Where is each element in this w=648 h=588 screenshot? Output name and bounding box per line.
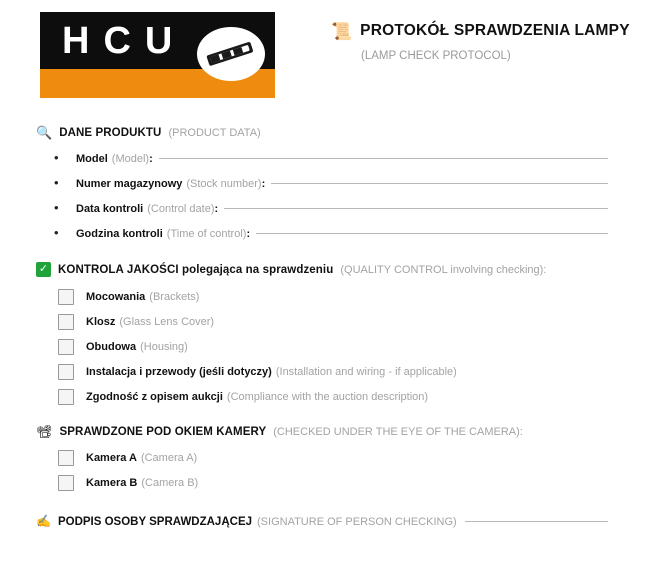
check-row-installation-wiring [58,364,608,380]
hcu-logo [40,12,275,98]
check-row-camera-a [58,450,608,466]
lamp-badge-icon [195,24,267,84]
signature-row [36,515,608,528]
checkbox-auction-compliance[interactable] [58,389,74,405]
check-label-glass-lens-cover-en: (Glass Lens Cover) [119,316,215,328]
title-block [275,12,630,62]
section-product-data-header [36,126,608,139]
section-quality-control [36,262,608,405]
checkbox-brackets[interactable] [58,289,74,305]
check-label-camera-a: Kamera A [86,452,137,464]
signature-input[interactable] [465,520,608,522]
field-input-model[interactable] [159,157,608,159]
product-data-field-list [36,151,608,240]
checkbox-housing[interactable] [58,339,74,355]
field-label-control-time: Godzina kontroli [76,228,163,240]
field-label-stock-number: Numer magazynowy [76,178,183,190]
scroll-document-icon: 📜 [331,21,353,41]
field-colon: : [149,153,153,165]
field-row-control-date [54,201,608,215]
section-quality-control-header [36,262,608,277]
check-label-camera-a-en: (Camera A) [140,452,198,464]
check-label-glass-lens-cover: Klosz [86,316,116,328]
check-row-camera-b [58,475,608,491]
check-label-camera-b-en: (Camera B) [141,477,199,489]
checkbox-glass-lens-cover[interactable] [58,314,74,330]
signature-label-en: (SIGNATURE OF PERSON CHECKING) [257,516,457,528]
field-colon: : [214,203,219,215]
check-row-glass-lens-cover [58,314,608,330]
page-subtitle: (LAMP CHECK PROTOCOL) [361,50,511,62]
signature-pen-icon: ✍ [36,514,51,528]
field-label-control-date: Data kontroli [76,203,144,215]
logo-text: HCU [62,20,187,62]
checkbox-camera-b[interactable] [58,475,74,491]
field-row-stock-number [54,176,608,190]
camera-icon: 📽 [36,424,53,439]
checkbox-camera-a[interactable] [58,450,74,466]
field-colon: : [261,178,266,190]
section-product-data-title-en: (PRODUCT DATA) [168,126,261,139]
check-label-housing-en: (Housing) [140,341,188,353]
check-label-auction-compliance-en: (Compliance with the auction description) [226,391,429,403]
section-product-data-title: DANE PRODUKTU [59,126,162,139]
bullet-icon: • [54,175,59,190]
title-line [331,22,630,40]
section-signature [36,515,608,528]
quality-control-check-list [36,289,608,405]
section-quality-control-title-en: (QUALITY CONTROL involving checking): [340,263,547,276]
check-row-auction-compliance [58,389,608,405]
field-row-model [54,151,608,165]
check-label-brackets: Mocowania [86,291,146,303]
page-title: PROTOKÓŁ SPRAWDZENIA LAMPY [360,22,630,39]
section-camera-check-header [36,425,608,438]
field-input-control-time[interactable] [256,232,608,234]
check-label-auction-compliance: Zgodność z opisem aukcji [86,391,223,403]
field-input-stock-number[interactable] [271,182,608,184]
bullet-icon: • [54,150,59,165]
bullet-icon: • [54,225,59,240]
checkbox-installation-wiring[interactable] [58,364,74,380]
field-colon: : [246,228,251,240]
camera-check-list [36,450,608,491]
field-label-model: Model [76,153,108,165]
section-camera-check-title: SPRAWDZONE POD OKIEM KAMERY [59,425,267,438]
section-camera-check-title-en: (CHECKED UNDER THE EYE OF THE CAMERA): [273,425,523,438]
section-product-data [36,126,608,240]
check-row-housing [58,339,608,355]
field-input-control-date[interactable] [224,207,608,209]
magnifier-icon: 🔍 [36,125,53,140]
field-label-model-en: (Model) [111,153,150,165]
check-label-camera-b: Kamera B [86,477,138,489]
field-label-stock-number-en: (Stock number) [186,178,262,190]
check-label-installation-wiring: Instalacja i przewody (jeśli dotyczy) [86,366,272,378]
signature-label: PODPIS OSOBY SPRAWDZAJĄCEJ [57,516,253,528]
section-camera-check [36,425,608,491]
check-label-brackets-en: (Brackets) [149,291,200,303]
check-label-installation-wiring-en: (Installation and wiring - if applicable) [275,366,457,378]
field-row-control-time [54,226,608,240]
section-quality-control-title: KONTROLA JAKOŚCI polegająca na sprawdzeniu [58,263,334,276]
document-content [0,98,648,528]
check-label-housing: Obudowa [86,341,137,353]
green-check-icon: ✓ [36,262,51,277]
field-label-control-time-en: (Time of control) [166,228,247,240]
bullet-icon: • [54,200,59,215]
document-header [0,0,648,98]
check-row-brackets [58,289,608,305]
field-label-control-date-en: (Control date) [147,203,215,215]
